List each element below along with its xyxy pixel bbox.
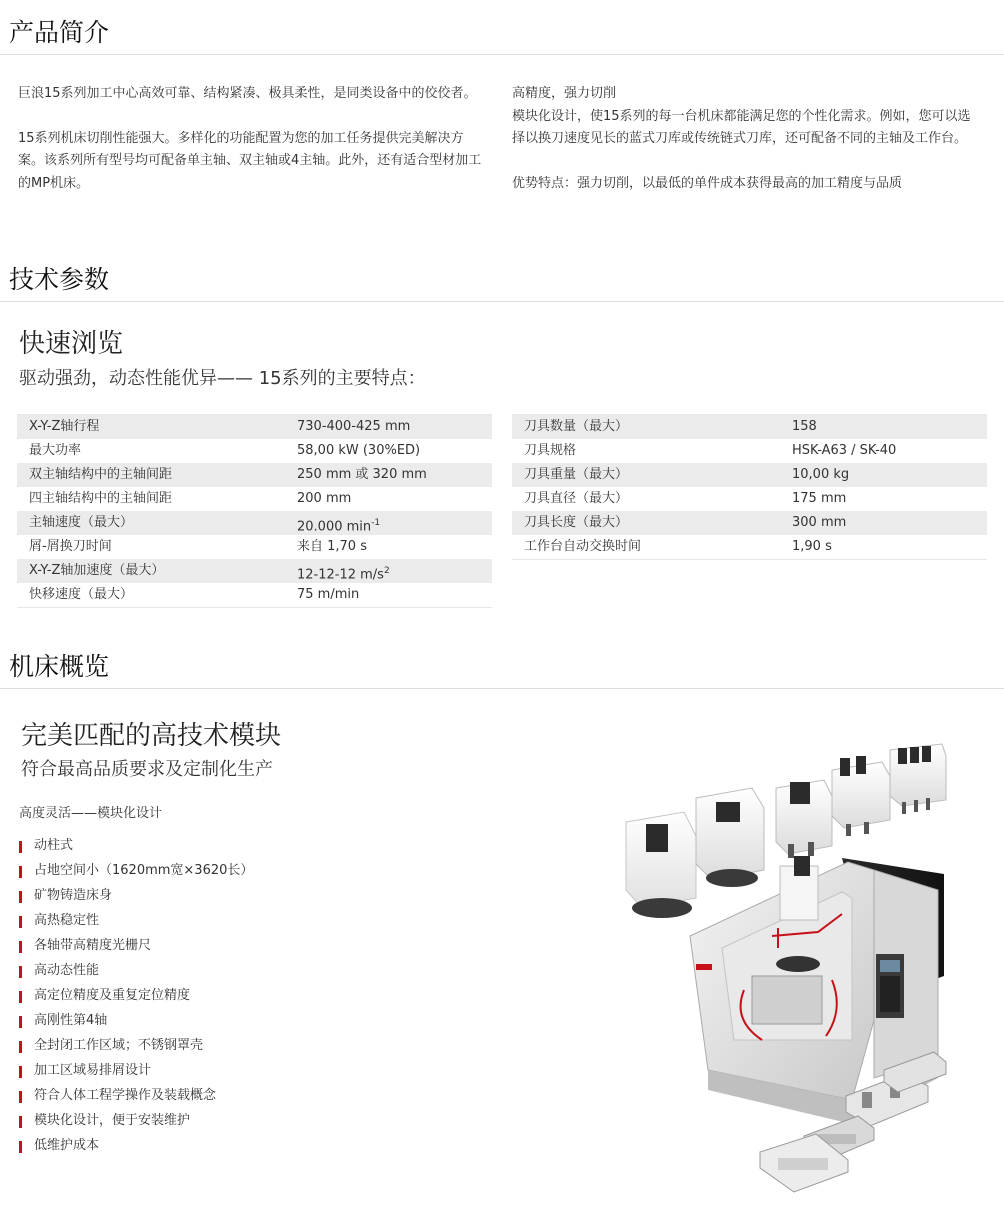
spec-row xyxy=(17,559,492,583)
machine-illustration xyxy=(612,740,992,1195)
spec-value-text: 75 m/min xyxy=(297,587,360,602)
spec-row xyxy=(512,415,987,439)
spec-value-text: 730-400-425 mm xyxy=(297,419,411,434)
feature-item xyxy=(19,1060,253,1085)
spec-value xyxy=(792,487,846,511)
red-bullet-icon xyxy=(19,991,22,1003)
intro-right-column xyxy=(512,83,982,195)
intro-left-column xyxy=(18,83,488,195)
red-bullet-icon xyxy=(19,966,22,978)
red-bullet-icon xyxy=(19,891,22,903)
red-bullet-icon xyxy=(19,1016,22,1028)
spec-table-right xyxy=(512,414,987,560)
spec-row xyxy=(17,487,492,511)
spec-label: 刀具数量（最大） xyxy=(524,419,629,434)
spec-value xyxy=(792,439,896,463)
feature-text: 模块化设计，便于安装维护 xyxy=(34,1113,191,1128)
spec-label: 双主轴结构中的主轴间距 xyxy=(29,467,173,482)
spindle-module-1 xyxy=(626,812,696,918)
intro-advantage: 优势特点：强力切削，以最低的单件成本获得最高的加工精度与品质 xyxy=(512,175,903,191)
spec-value-text: 158 xyxy=(792,419,817,434)
spec-label: 刀具长度（最大） xyxy=(524,515,629,530)
spec-value xyxy=(297,583,359,607)
red-bullet-icon xyxy=(19,1041,22,1053)
spec-row xyxy=(17,439,492,463)
feature-text: 加工区域易排屑设计 xyxy=(34,1063,152,1078)
spec-row xyxy=(17,583,492,607)
feature-text: 矿物铸造床身 xyxy=(34,888,113,903)
feature-item xyxy=(19,835,253,860)
red-bullet-icon xyxy=(19,941,22,953)
red-bullet-icon xyxy=(19,916,22,928)
feature-item xyxy=(19,910,253,935)
spindle-module-3 xyxy=(776,780,832,858)
spec-value-text: 10,00 kg xyxy=(792,467,850,482)
spec-label: 屑-屑换刀时间 xyxy=(29,539,112,554)
red-bullet-icon xyxy=(19,841,22,853)
specs-heading: 快速浏览 xyxy=(19,329,124,359)
spec-value-unit-exponent: -1 xyxy=(371,518,381,528)
feature-item xyxy=(19,960,253,985)
feature-item xyxy=(19,885,253,910)
section-divider xyxy=(0,301,1004,302)
feature-text: 低维护成本 xyxy=(34,1138,100,1153)
spec-row xyxy=(512,487,987,511)
spec-value xyxy=(297,439,420,463)
spec-value-text: 20.000 min xyxy=(297,519,372,535)
feature-text: 符合人体工程学操作及装载概念 xyxy=(34,1088,217,1103)
spec-value-text: 来自 1,70 s xyxy=(297,539,367,554)
feature-item xyxy=(19,935,253,960)
feature-item xyxy=(19,985,253,1010)
intro-paragraph: 模块化设计，使15系列的每一台机床都能满足您的个性化需求。例如，您可以选择以换刀速度见长的蓝式刀库或传统链式刀库，还可配备不同的主轴及工作台。 xyxy=(512,108,971,146)
spec-row xyxy=(512,511,987,535)
spec-label: 刀具重量（最大） xyxy=(524,467,629,482)
spec-label: 刀具直径（最大） xyxy=(524,491,629,506)
machining-center-image xyxy=(612,740,992,1195)
spec-row xyxy=(17,415,492,439)
spec-value-text: 58,00 kW (30%ED) xyxy=(297,443,421,458)
red-bullet-icon xyxy=(19,1091,22,1103)
feature-item xyxy=(19,1110,253,1135)
section-title-overview: 机床概览 xyxy=(9,652,110,681)
feature-item xyxy=(19,860,253,885)
spec-value-text: HSK-A63 / SK-40 xyxy=(792,443,897,458)
spec-label: 主轴速度（最大） xyxy=(29,515,134,530)
spec-value-text: 200 mm xyxy=(297,491,352,506)
spec-value-text: 1,90 s xyxy=(792,539,832,554)
spec-value xyxy=(792,511,846,535)
intro-highlight: 高精度，强力切削 xyxy=(512,86,617,101)
feature-text: 高刚性第4轴 xyxy=(34,1013,108,1028)
feature-text: 动柱式 xyxy=(34,838,74,853)
red-bullet-icon xyxy=(19,1066,22,1078)
spec-value xyxy=(297,463,427,487)
feature-list xyxy=(19,835,253,1160)
overview-lead: 高度灵活——模块化设计 xyxy=(19,806,163,821)
overview-subheading: 符合最高品质要求及定制化生产 xyxy=(21,759,273,780)
spec-row xyxy=(512,535,987,559)
spec-label: 最大功率 xyxy=(29,443,82,458)
spec-label: 快移速度（最大） xyxy=(29,587,134,602)
spindle-module-5 xyxy=(890,744,946,814)
spec-value xyxy=(792,463,849,487)
spec-value-text: 12-12-12 m/s xyxy=(297,567,384,583)
section-title-specs: 技术参数 xyxy=(9,265,110,294)
feature-text: 高热稳定性 xyxy=(34,913,100,928)
feature-item xyxy=(19,1010,253,1035)
specs-subheading: 驱动强劲，动态性能优异—— 15系列的主要特点： xyxy=(19,368,426,389)
feature-item xyxy=(19,1085,253,1110)
red-bullet-icon xyxy=(19,866,22,878)
spec-value-text: 250 mm 或 320 mm xyxy=(297,467,427,482)
spec-value xyxy=(297,415,410,439)
spec-table-left xyxy=(17,414,492,608)
spec-value xyxy=(297,535,367,559)
spec-label: 四主轴结构中的主轴间距 xyxy=(29,491,173,506)
spec-value-text: 300 mm xyxy=(792,515,847,530)
section-divider xyxy=(0,688,1004,689)
spec-row xyxy=(17,535,492,559)
feature-text: 高动态性能 xyxy=(34,963,100,978)
red-bullet-icon xyxy=(19,1141,22,1153)
spec-value-text: 175 mm xyxy=(792,491,847,506)
spec-row xyxy=(17,511,492,535)
spec-row xyxy=(512,439,987,463)
spec-label: 工作台自动交换时间 xyxy=(524,539,642,554)
spindle-module-2 xyxy=(696,788,764,887)
spec-label: X-Y-Z轴行程 xyxy=(29,419,100,434)
overview-heading: 完美匹配的高技术模块 xyxy=(21,721,282,751)
spec-row xyxy=(17,463,492,487)
intro-paragraph: 15系列机床切削性能强大。多样化的功能配置为您的加工任务提供完美解决方案。该系列所有型号均可配备单主轴、双主轴或4主轴。此外，还有适合型材加工的MP机床。 xyxy=(18,130,482,191)
feature-text: 占地空间小（1620mm宽×3620长） xyxy=(34,863,254,878)
section-divider xyxy=(0,54,1004,55)
spec-value-unit-exponent: 2 xyxy=(383,566,390,576)
section-title-intro: 产品简介 xyxy=(9,18,110,47)
spec-row xyxy=(512,463,987,487)
feature-item xyxy=(19,1035,253,1060)
spec-value xyxy=(297,487,351,511)
spindle-module-4 xyxy=(832,756,890,836)
feature-text: 全封闭工作区域；不锈钢罩壳 xyxy=(34,1038,204,1053)
feature-item xyxy=(19,1135,253,1160)
intro-paragraph: 巨浪15系列加工中心高效可靠、结构紧凑、极具柔性，是同类设备中的佼佼者。 xyxy=(18,86,477,101)
spec-value xyxy=(792,415,817,439)
feature-text: 各轴带高精度光栅尺 xyxy=(34,938,152,953)
red-bullet-icon xyxy=(19,1116,22,1128)
spec-label: 刀具规格 xyxy=(524,443,577,458)
spec-value xyxy=(792,535,832,559)
feature-text: 高定位精度及重复定位精度 xyxy=(34,988,191,1003)
spec-label: X-Y-Z轴加速度（最大） xyxy=(29,563,165,578)
